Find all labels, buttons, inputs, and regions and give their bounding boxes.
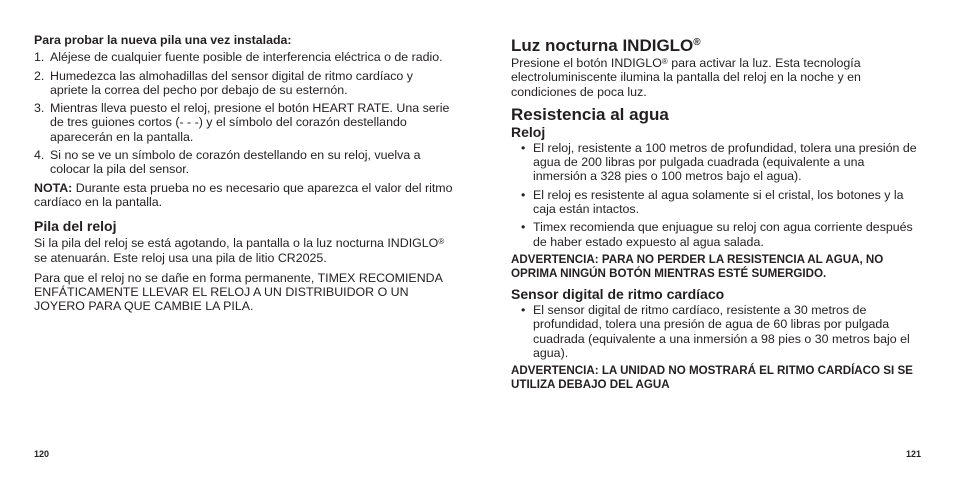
right-page — [511, 0, 921, 477]
bullet-glyph: • — [521, 220, 526, 235]
step-text: Si no se ve un símbolo de corazón destellando en su reloj, vuelva a colocar la pila del sensor. — [50, 148, 421, 177]
bullet-text: El reloj, resistente a 100 metros de profundidad, tolera una presión de agua de 200 libras por pulgada cuadrada (equivalente a una inmersión a 328 pies o 100 metros bajo el agua). — [533, 140, 917, 184]
indiglo-heading — [511, 33, 921, 55]
registered-mark: ® — [661, 57, 668, 66]
test-steps-list — [34, 50, 454, 176]
water-resistance-heading: Resistencia al agua — [511, 104, 669, 124]
page-number-right: 121 — [905, 449, 921, 459]
test-instructions-lead: Para probar la nueva pila una vez instalada: — [34, 33, 292, 47]
step-number: 3. — [34, 101, 45, 116]
indiglo-text-a: Presione el botón INDIGLO — [511, 56, 662, 70]
watch-subheading: Reloj — [511, 123, 546, 140]
list-item — [521, 303, 921, 360]
right-column — [511, 33, 921, 398]
list-item — [34, 50, 454, 64]
bullet-text: El sensor digital de ritmo cardíaco, resistente a 30 metros de profundidad, tolera una presión de agua de 60 libras por pulgada cuadrada (equivalente a una inmersión a 98 pies o 30 metros bajo el agua). — [533, 303, 910, 361]
list-item — [521, 141, 921, 184]
registered-mark: ® — [438, 237, 445, 247]
step-text: Humedezca las almohadillas del sensor digital de ritmo cardíaco y apriete la correa del pecho por debajo de su esternón. — [50, 68, 413, 97]
step-number: 1. — [34, 50, 45, 65]
list-item — [34, 69, 454, 98]
warning-heart-rate-underwater: ADVERTENCIA: LA UNIDAD NO MOSTRARÁ EL RITMO CARDÍACO SI SE UTILIZA DEBAJO DEL AGUA — [511, 364, 913, 391]
bullet-text: El reloj es resistente al agua solamente si el cristal, los botones y la caja están intactos. — [533, 187, 904, 217]
step-number: 4. — [34, 148, 45, 163]
step-text: Mientras lleva puesto el reloj, presione el botón HEART RATE. Una serie de tres guiones cortos (- - -) y el símbolo del corazón destellando aparecerán en la pantalla. — [50, 101, 450, 144]
bullet-glyph: • — [521, 140, 526, 155]
page-number-left: 120 — [34, 449, 50, 459]
indiglo-paragraph — [511, 55, 921, 99]
bullet-glyph: • — [521, 187, 526, 202]
sensor-subheading: Sensor digital de ritmo cardíaco — [511, 286, 725, 303]
left-column — [34, 33, 454, 320]
bullet-glyph: • — [521, 303, 526, 318]
battery-text-a: Si la pila del reloj se está agotando, la pantalla o la luz nocturna INDIGLO — [34, 236, 439, 251]
bullet-text: Timex recomienda que enjuague su reloj con agua corriente después de haber estado expuesto al agua salada. — [533, 220, 913, 249]
list-item — [34, 101, 454, 144]
list-item — [521, 220, 921, 249]
left-page — [34, 0, 454, 477]
note-label: NOTA: — [34, 180, 73, 195]
list-item — [34, 148, 454, 177]
test-note — [34, 181, 454, 210]
watch-bullets-list — [511, 141, 921, 249]
registered-mark: ® — [693, 37, 701, 48]
battery-text-b: se atenuarán. Este reloj usa una pila de litio CR2025. — [34, 250, 327, 265]
step-number: 2. — [34, 68, 45, 83]
battery-paragraph-1 — [34, 235, 454, 265]
step-text: Aléjese de cualquier fuente posible de interferencia eléctrica o de radio. — [50, 50, 443, 65]
battery-paragraph-2: Para que el reloj no se dañe en forma permanente, TIMEX RECOMIENDA ENFÁTICAMENTE LLEVAR EL RELOJ A UN DISTRIBUIDOR O UN JOYERO PARA QUE CAMBIE LA PILA. — [34, 270, 443, 314]
indiglo-text-b: para activar la luz. Esta tecnología electroluminiscente ilumina la pantalla del reloj en la noche y en condiciones de poca luz. — [511, 56, 861, 99]
warning-water-buttons: ADVERTENCIA: PARA NO PERDER LA RESISTENCIA AL AGUA, NO OPRIMA NINGÚN BOTÓN MIENTRAS ESTÉ SUMERGIDO. — [511, 252, 884, 280]
sensor-bullets-list — [511, 303, 921, 360]
note-text: Durante esta prueba no es necesario que aparezca el valor del ritmo cardíaco en la pantalla. — [34, 180, 453, 209]
indiglo-heading-text: Luz nocturna INDIGLO — [511, 36, 694, 55]
battery-heading: Pila del reloj — [34, 218, 117, 235]
list-item — [521, 188, 921, 217]
